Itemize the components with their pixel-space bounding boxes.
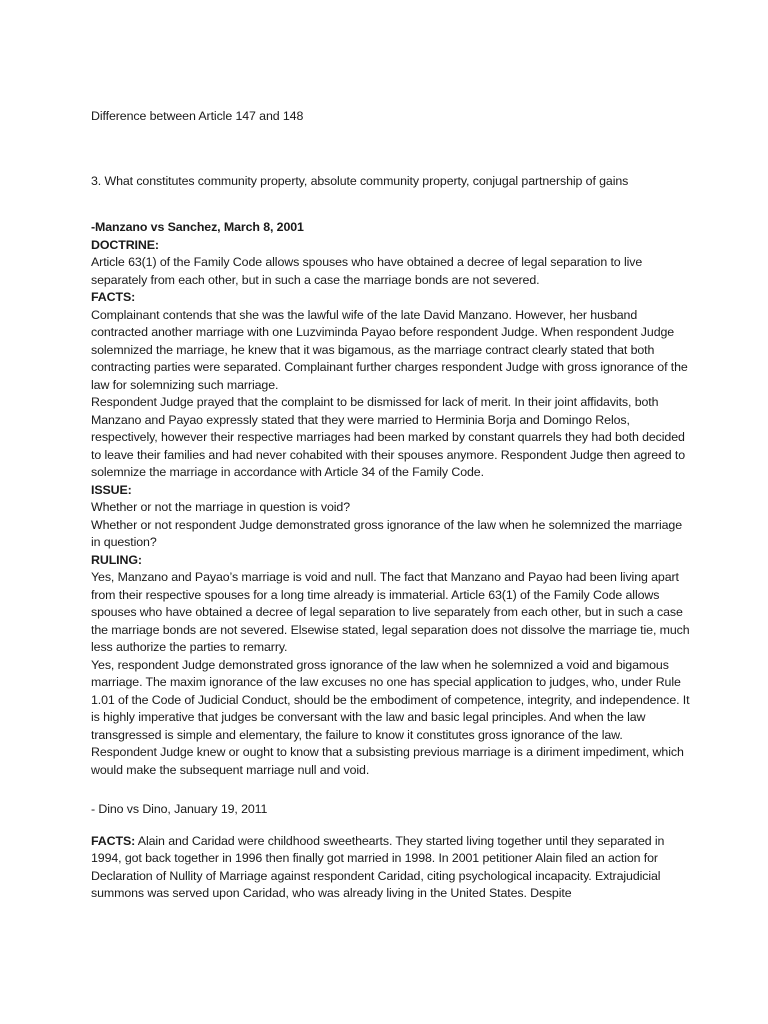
ruling-label: RULING: <box>91 552 142 567</box>
facts-paragraph-2: Respondent Judge prayed that the complaint to be dismissed for lack of merit. In their joint affidavits, both Manzano and Payao expressly stated that they were married to Herminia Borja and Domingo Relos, respectively, however their respective marriages had been marked by constant quarrels they had both decided to leave their families and had never cohabited with their spouses anymore. Respondent Judge then agreed to solemnize the marriage in accordance with Article 34 of the Family Code. <box>91 395 686 479</box>
document-body <box>91 108 691 903</box>
issue-2: Whether or not respondent Judge demonstrated gross ignorance of the law when he solemnized the marriage in question? <box>91 517 682 549</box>
case-heading-manzano: -Manzano vs Sanchez, March 8, 2001 <box>91 220 304 234</box>
doctrine-label: DOCTRINE: <box>91 237 159 252</box>
dino-facts-text: Alain and Caridad were childhood sweethearts. They started living together until they separated in 1994, got back together in 1996 then finally got married in 1998. In 2001 petitioner Alain filed an action for Declaration of Nullity of Marriage against respondent Caridad, citing psychological incapacity. Extrajudicial summons was served upon Caridad, who was already living in the United States. Despite <box>91 833 665 900</box>
doctrine-text: Article 63(1) of the Family Code allows spouses who have obtained a decree of legal separation to live separately from each other, but in such a case the marriage bonds are not severed. <box>91 255 643 287</box>
case-heading-dino: - Dino vs Dino, January 19, 2011 <box>91 802 268 816</box>
dino-facts-paragraph <box>91 833 691 903</box>
section-title: Difference between Article 147 and 148 <box>91 109 304 123</box>
dino-facts-label: FACTS: <box>91 833 136 848</box>
issue-1: Whether or not the marriage in question is void? <box>91 500 350 514</box>
facts-label: FACTS: <box>91 290 136 304</box>
question-heading: 3. What constitutes community property, absolute community property, conjugal partnership of gains <box>91 173 629 188</box>
facts-paragraph-1: Complainant contends that she was the lawful wife of the late David Manzano. However, her husband contracted another marriage with one Luzviminda Payao before respondent Judge. When respondent Judge solemnized the marriage, he knew that it was bigamous, as the marriage contract clearly stated that both contracting parties were separated. Complainant further charges respondent Judge with gross ignorance of the law for solemnizing such marriage. <box>91 307 688 392</box>
ruling-paragraph-2: Yes, respondent Judge demonstrated gross ignorance of the law when he solemnized a void and bigamous marriage. The maxim ignorance of the law excuses no one has special application to judges, who, under Rule 1.01 of the Code of Judicial Conduct, should be the embodiment of competence, integrity, and independence. It is highly imperative that judges be conversant with the law and basic legal principles. And when the law transgressed is simple and elementary, the failure to know it constitutes gross ignorance of the law. Respondent Judge knew or ought to know that a subsisting previous marriage is a diriment impediment, which would make the subsequent marriage null and void. <box>91 657 690 777</box>
issue-label: ISSUE: <box>91 482 132 497</box>
ruling-paragraph-1: Yes, Manzano and Payao’s marriage is void and null. The fact that Manzano and Payao had been living apart from their respective spouses for a long time already is immaterial. Article 63(1) of the Family Code allows spouses who have obtained a decree of legal separation to live separately from each other, but in such a case the marriage bonds are not severed. Elsewise stated, legal separation does not dissolve the marriage tie, much less authorize the parties to remarry. <box>91 570 690 654</box>
